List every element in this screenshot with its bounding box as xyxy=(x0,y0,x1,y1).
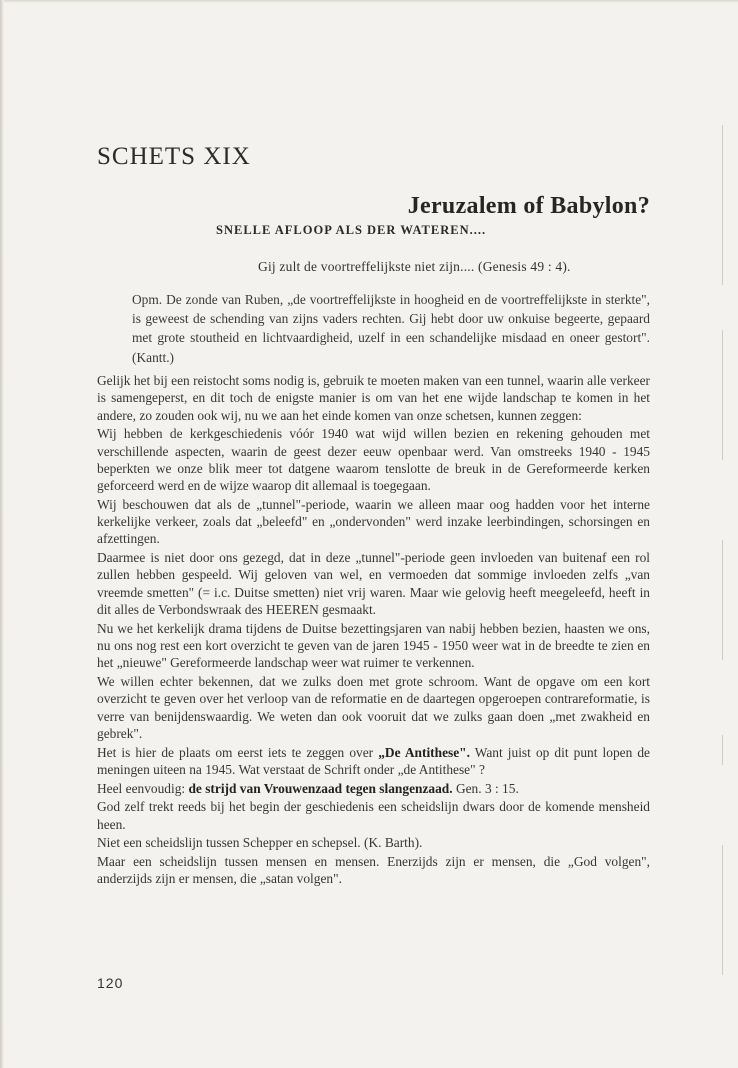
text-run: Gen. 3 : 15. xyxy=(452,780,519,796)
paragraph: Maar een scheidslijn tussen mensen en mensen. Enerzijds zijn er mensen, die „God volgen", anderzijds zijn er mensen, die „satan volgen". xyxy=(97,853,650,887)
paragraph: Gelijk het bij een reistocht soms nodig is, gebruik te moeten maken van een tunnel, waarin alle verkeer is samengeperst, en dit toch de enigste manier is om van het ene wijde landschap te komen in het andere, zo zouden ook wij, nu we aan het einde komen van onze schetsen, kunnen zeggen: xyxy=(97,373,650,423)
motto-quote: Gij zult de voortreffelijkste niet zijn.... (Genesis 49 : 4). xyxy=(258,259,571,274)
bold-phrase: de strijd van Vrouwenzaad tegen slangenzaad. xyxy=(188,780,453,796)
sketch-label: SCHETS XIX xyxy=(97,143,251,170)
page-title: Jeruzalem of Babylon? xyxy=(407,193,650,219)
body-text xyxy=(97,372,650,889)
paragraph: Daarmee is niet door ons gezegd, dat in deze „tunnel"-periode geen invloeden van buitenaf een rol zullen hebben gespeeld. Wij geloven van wel, en vermoeden dat sommige invloeden zelfs „van vreemde smetten" (= i.c. Duitse smetten) niet vrij waren. Maar wie gelovig heeft meegeleefd, heeft in dit alles de Verbondswraak des HEEREN gesmaakt. xyxy=(97,550,650,618)
subtitle: SNELLE AFLOOP ALS DER WATEREN.... xyxy=(216,223,487,237)
page-left-edge xyxy=(0,0,4,1068)
page-number: 120 xyxy=(97,975,124,991)
margin-mark xyxy=(722,125,723,285)
margin-mark xyxy=(722,540,723,660)
margin-mark xyxy=(722,845,723,975)
paragraph: God zelf trekt reeds bij het begin der geschiedenis een scheidslijn dwars door de komende mensheid heen. xyxy=(97,799,650,832)
text-run: Het is hier de plaats om eerst iets te zeggen over xyxy=(97,744,379,760)
paragraph: Wij beschouwen dat als de „tunnel"-periode, waarin we alleen maar oog hadden voor het interne kerkelijke verkeer, zoals dat „beleefd" en „ondervonden" werd inzake leerbindingen, schorsingen en afzettingen. xyxy=(97,496,650,547)
paragraph xyxy=(97,780,650,797)
margin-mark xyxy=(722,330,723,460)
note-paragraph: Opm. De zonde van Ruben, „de voortreffelijkste in hoogheid en de voortreffelijkste in sterkte", is geweest de schending van zijns vaders rechten. Gij hebt door uw onkuise begeerte, gepaard met grote stoutheid en lichtvaardigheid, uzelf in een schandelijke misdaad en oneer gestort". (Kantt.) xyxy=(132,292,650,365)
bold-term: „De Antithese". xyxy=(378,744,470,760)
margin-mark xyxy=(722,735,723,765)
text-run: Heel eenvoudig: xyxy=(97,780,189,796)
paragraph: We willen echter bekennen, dat we zulks doen met grote schroom. Want de opgave om een kort overzicht te geven over het verloop van de reformatie en de daartegen opgeroepen contrareformatie, is verre van benijdenswaardig. We weten dan ook vooruit dat we zulks gaan doen „met zwakheid en gebrek". xyxy=(97,674,650,741)
paragraph xyxy=(97,744,650,779)
paragraph: Niet een scheidslijn tussen Schepper en schepsel. (K. Barth). xyxy=(97,835,423,851)
paragraph: Wij hebben de kerkgeschiedenis vóór 1940 wat wijd willen bezien en rekening gehouden met verschillende aspecten, waarin de geest dezer eeuw openbaar werd. Van omstreeks 1940 - 1945 beperkten we onze blik meer tot datgene waarom tenslotte de breuk in de Gereformeerde kerken geforceerd werd en de wijze waarop dit allemaal is toegegaan. xyxy=(97,426,650,494)
paragraph: Nu we het kerkelijk drama tijdens de Duitse bezettingsjaren van nabij hebben bezien, haasten we ons, nu ons nog rest een kort overzicht te geven van de jaren 1945 - 1950 weer wat in de breedte te zien en het „nieuwe" Gereformeerde landschap weer wat ruimer te verkennen. xyxy=(97,620,650,671)
text-run: Want juist op dit punt lopen de meningen uiteen na 1945. Wat verstaat de Schrift onder „de Antithese" ? xyxy=(97,744,650,777)
page-top-edge xyxy=(0,0,738,3)
